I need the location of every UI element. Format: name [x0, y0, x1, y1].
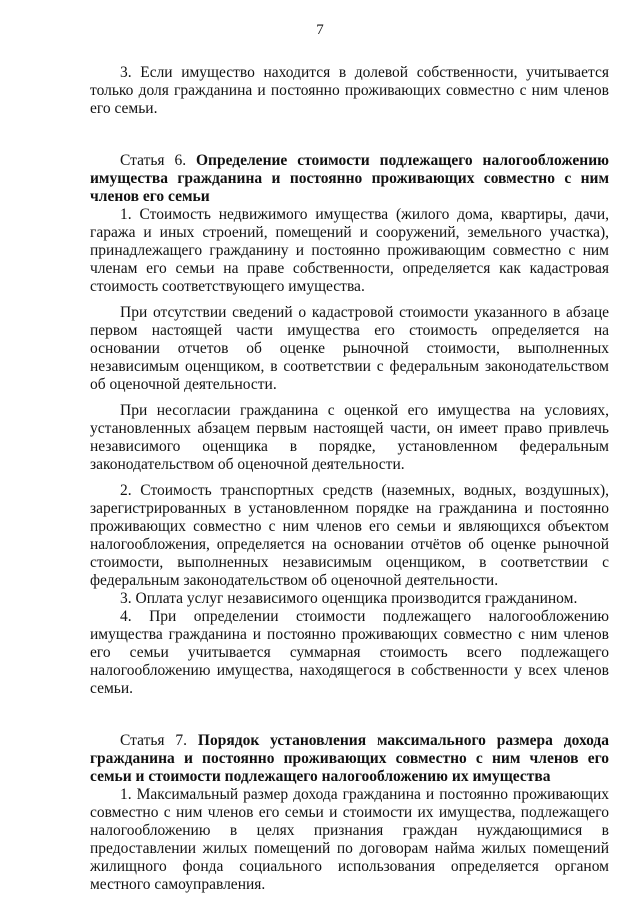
article-6-label: Статья 6. — [120, 152, 187, 169]
article-6-paragraph: 4. При определении стоимости подлежащего налогообложению имущества гражданина и постоянно проживающих совместно с ним членов его семьи учитывается суммарная стоимость всего подлежащего налогообложению имущества, находящегося в собственности у всех членов семьи. — [90, 608, 609, 697]
page-number: 7 — [316, 22, 324, 38]
intro-paragraph: 3. Если имущество находится в долевой собственности, учитывается только доля гражданина и постоянно проживающих совместно с ним членов его семьи. — [90, 64, 609, 117]
article-6-paragraph: При отсутствии сведений о кадастровой стоимости указанного в абзаце первом настоящей части имущества его стоимость определяется на основании отчетов об оценке рыночной стоимости, выполненных независимым оценщиком, в соответствии с федеральным законодательством об оценочной деятельности. — [90, 304, 609, 393]
article-6-paragraph: 3. Оплата услуг независимого оценщика производится гражданином. — [120, 590, 578, 607]
document-body — [90, 64, 609, 894]
article-6-title: Определение стоимости подлежащего налогообложению имущества гражданина и постоянно проживающих совместно с ним членов его семьи — [90, 152, 609, 205]
article-6-paragraph: 2. Стоимость транспортных средств (наземных, водных, воздушных), зарегистрированных в установленном порядке на гражданина и постоянно проживающих совместно с ним членов его семьи и являющихся объектом налогообложения, определяется на основании отчётов об оценке рыночной стоимости, выполненных независимым оценщиком, в соответствии с федеральным законодательством об оценочной деятельности. — [90, 482, 609, 589]
article-7-heading — [90, 732, 609, 786]
article-6-paragraph: При несогласии гражданина с оценкой его имущества на условиях, установленных абзацем первым настоящей части, он имеет право привлечь независимого оценщика в порядке, установленном федеральным законодательством об оценочной деятельности. — [90, 402, 609, 473]
article-6-paragraph: 1. Стоимость недвижимого имущества (жилого дома, квартиры, дачи, гаража и иных строений, помещений и сооружений, земельного участка), принадлежащего гражданину и постоянно проживающим совместно с ним членам его семьи на праве собственности, определяется как кадастровая стоимость соответствующего имущества. — [90, 206, 609, 295]
article-7-paragraph: 1. Максимальный размер дохода гражданина и постоянно проживающих совместно с ним членов его семьи и стоимости их имущества, подлежащего налогообложению в целях признания граждан нуждающимися в предоставлении жилых помещений по договорам найма жилых помещений жилищного фонда социального использования определяется органом местного самоуправления. — [90, 786, 609, 893]
article-6-heading — [90, 152, 609, 206]
article-7-title: Порядок установления максимального размера дохода гражданина и постоянно проживающих совместно с ним членов его семьи и стоимости подлежащего налогообложению их имущества — [90, 732, 610, 785]
article-7-label: Статья 7. — [120, 732, 188, 749]
